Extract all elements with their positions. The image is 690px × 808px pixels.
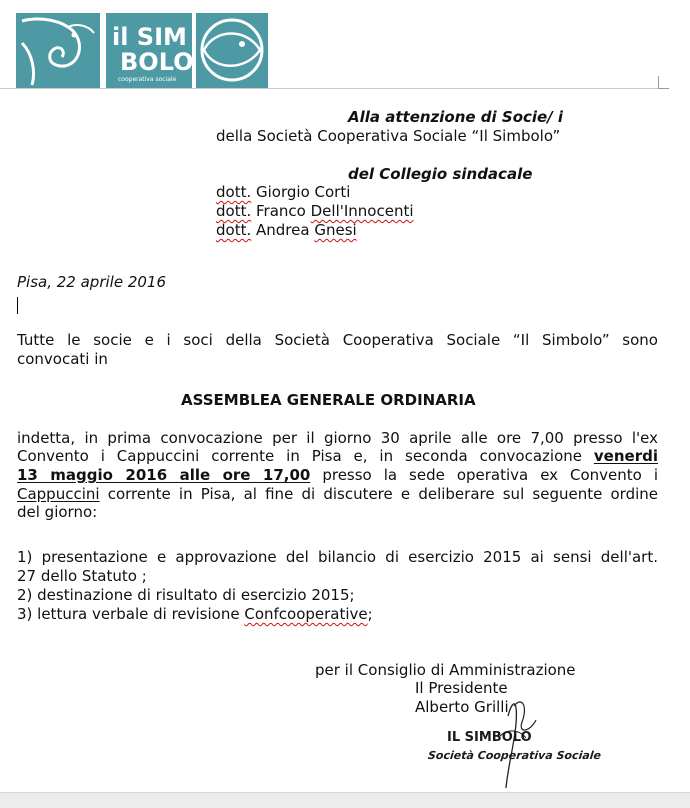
logo-text-bottom: BOLO bbox=[120, 48, 192, 76]
body-line-4-text: corrente in Pisa, al fine di discutere e deliberare sul seguente ordine bbox=[107, 485, 658, 503]
text-cursor[interactable] bbox=[17, 297, 18, 314]
body-line-3 bbox=[17, 466, 658, 484]
intro-line-1: Tutte le socie e i soci della Società Cooperativa Sociale “Il Simbolo” sono bbox=[17, 331, 658, 349]
address-cooperative-line: della Società Cooperativa Sociale “Il Simbolo” bbox=[216, 127, 561, 145]
fish-logo bbox=[196, 13, 268, 88]
address-heading-board: del Collegio sindacale bbox=[348, 165, 533, 183]
header-divider bbox=[0, 88, 668, 89]
simbolo-logo bbox=[106, 13, 192, 88]
auditor-2-name-b: Dell'Innocenti bbox=[310, 202, 414, 220]
signature-role: Il Presidente bbox=[415, 679, 508, 697]
auditor-3 bbox=[216, 221, 357, 239]
meeting-date-time: 13 maggio 2016 alle ore 17,00 bbox=[17, 466, 311, 484]
auditor-2-name-a: Franco bbox=[256, 202, 311, 220]
body-line-5: del giorno: bbox=[17, 503, 98, 521]
auditor-3-name-a: Andrea bbox=[256, 221, 315, 239]
signature-name: Alberto Grilli bbox=[415, 698, 509, 716]
auditor-1-name: Giorgio Corti bbox=[256, 183, 351, 201]
elephant-logo bbox=[16, 13, 100, 88]
logo-subtext: cooperativa sociale bbox=[118, 76, 177, 83]
agenda-item-3-text: 3) lettura verbale di revisione bbox=[17, 605, 245, 623]
auditor-2 bbox=[216, 202, 414, 220]
body-line-3-text: presso la sede operativa ex Convento i bbox=[322, 466, 658, 484]
auditor-1 bbox=[216, 183, 350, 201]
letter-date: Pisa, 22 aprile 2016 bbox=[17, 273, 166, 291]
auditor-1-title: dott. bbox=[216, 183, 252, 201]
body-line-2-text: Convento i Cappuccini corrente in Pisa e, in seconda convocazione bbox=[17, 447, 582, 465]
page-bottom-edge bbox=[0, 792, 690, 808]
body-line-2 bbox=[17, 447, 658, 465]
agenda-item-3-org: Confcooperative bbox=[244, 605, 368, 623]
intro-line-2: convocati in bbox=[17, 350, 108, 368]
auditor-3-name-b: Gnesi bbox=[314, 221, 357, 239]
agenda-item-2: 2) destinazione di risultato di esercizio 2015; bbox=[17, 586, 355, 604]
address-heading-members: Alla attenzione di Socie/ i bbox=[348, 108, 564, 126]
agenda-item-3-end: ; bbox=[367, 605, 373, 623]
agenda-item-1-cont: 27 dello Statuto ; bbox=[17, 567, 147, 585]
page-margin-mark bbox=[658, 76, 669, 89]
body-line-1: indetta, in prima convocazione per il giorno 30 aprile alle ore 7,00 presso l'ex bbox=[17, 429, 658, 447]
meeting-day: venerdi bbox=[593, 447, 658, 465]
header-logos bbox=[16, 13, 268, 88]
auditor-3-title: dott. bbox=[216, 221, 252, 239]
location-cappuccini: Cappuccini bbox=[17, 485, 100, 503]
logo-text-top: il SIM bbox=[112, 23, 187, 51]
body-line-4 bbox=[17, 485, 658, 503]
stamp-subtitle: Società Cooperativa Sociale bbox=[427, 749, 602, 762]
signature-board: per il Consiglio di Amministrazione bbox=[315, 661, 576, 679]
assembly-title: ASSEMBLEA GENERALE ORDINARIA bbox=[181, 391, 476, 409]
stamp-name: IL SIMBOLO bbox=[447, 730, 532, 745]
agenda-item-3 bbox=[17, 605, 373, 623]
auditor-2-title: dott. bbox=[216, 202, 252, 220]
agenda-item-1: 1) presentazione e approvazione del bilancio di esercizio 2015 ai sensi dell'art. bbox=[17, 548, 658, 566]
